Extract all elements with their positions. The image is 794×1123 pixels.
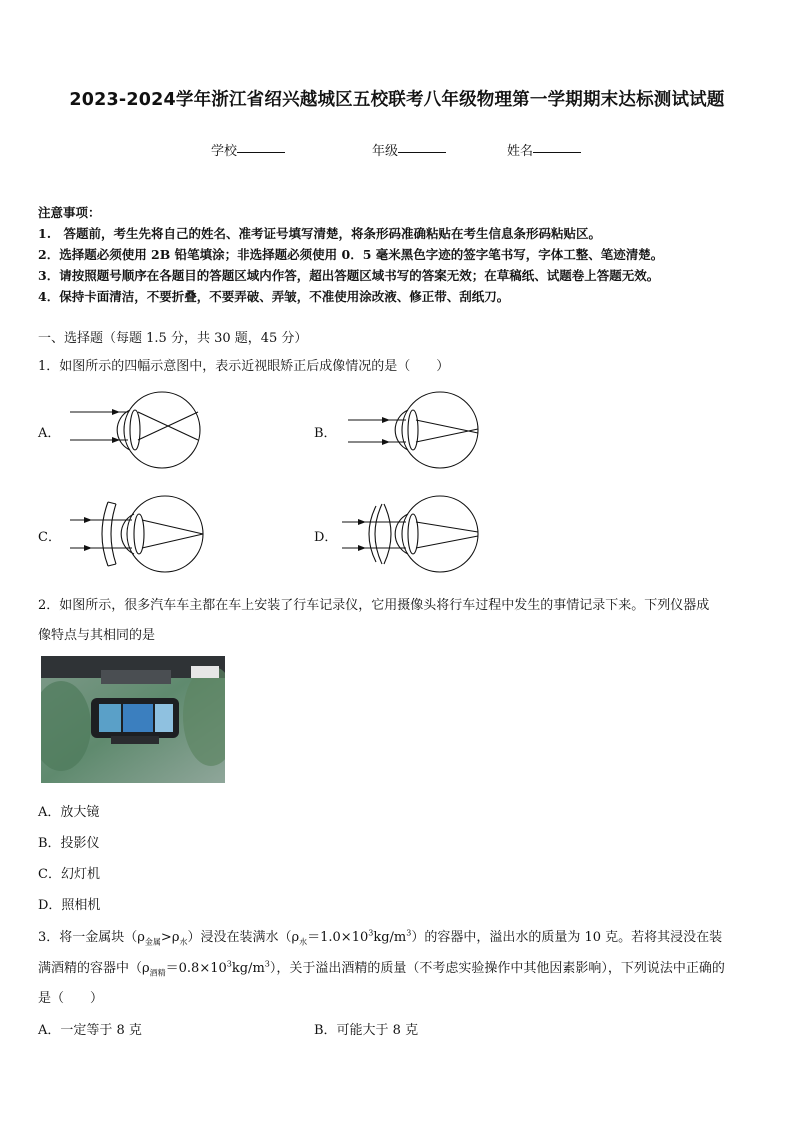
q2-option-d[interactable]: D．照相机	[38, 898, 101, 913]
q2-option-c[interactable]: C．幻灯机	[38, 867, 100, 882]
q1-label-b: B．	[314, 426, 337, 441]
grade-label: 年级	[372, 144, 399, 159]
name-field[interactable]	[507, 140, 533, 159]
q2-option-a[interactable]: A．放大镜	[38, 805, 100, 820]
q1-label-a: A．	[38, 426, 61, 441]
q1-label-d: D．	[314, 530, 338, 545]
eye-diagram-c	[62, 492, 212, 577]
q2-option-b[interactable]: B．投影仪	[38, 836, 100, 851]
name-label: 姓名	[507, 144, 534, 159]
name-blank[interactable]	[533, 140, 581, 153]
note-item: 2．选择题必须使用 2B 铅笔填涂；非选择题必须使用 0．5 毫米黑色字迹的签字笔书写，字体工整、笔迹清楚。	[38, 247, 664, 262]
dashcam-photo	[41, 656, 225, 783]
q3-option-b[interactable]: B．可能大于 8 克	[314, 1023, 419, 1038]
q3-stem-line1: 3．将一金属块$(\rho_{金属}>\rho_水)$浸没在装满水$(\rho_水=1.0\times 10^3kg/m^3)$的容器中，溢出水的质量为 10 克。若将其浸没在装	[38, 928, 723, 947]
school-field[interactable]	[211, 140, 237, 159]
school-label: 学校	[211, 144, 238, 159]
q1-stem: 1．如图所示的四幅示意图中，表示近视眼矫正后成像情况的是（ ）	[38, 359, 450, 374]
q3-option-a[interactable]: A．一定等于 8 克	[38, 1023, 142, 1038]
notes-heading: 注意事项：	[38, 205, 101, 220]
note-item: 1. 答题前，考生先将自己的姓名、准考证号填写清楚，将条形码准确粘贴在考生信息条形码粘贴区。	[38, 226, 602, 241]
grade-field[interactable]	[372, 140, 398, 159]
exam-title: 2023-2024学年浙江省绍兴越城区五校联考八年级物理第一学期期末达标测试试题	[69, 90, 725, 110]
school-blank[interactable]	[237, 140, 285, 153]
note-item: 4．保持卡面清洁，不要折叠，不要弄破、弄皱，不准使用涂改液、修正带、刮纸刀。	[38, 289, 510, 304]
q2-stem-line1: 2．如图所示，很多汽车车主都在车上安装了行车记录仪，它用摄像头将行车过程中发生的事情记录下来。下列仪器成	[38, 598, 710, 613]
grade-blank[interactable]	[398, 140, 446, 153]
q3-stem-line2: 满酒精的容器中$(\rho_{酒精}=0.8\times 10^3kg/m^3)$，关于溢出酒精的质量（不考虑实验操作中其他因素影响），下列说法中正确的	[38, 959, 725, 978]
section-heading: 一、选择题（每题 1.5 分，共 30 题，45 分）	[38, 331, 308, 346]
eye-diagram-d	[340, 492, 490, 577]
eye-diagram-a	[62, 388, 212, 473]
q1-label-c: C．	[38, 530, 61, 545]
q3-stem-line3: 是（ ）	[38, 991, 104, 1006]
note-item: 3．请按照题号顺序在各题目的答题区域内作答，超出答题区域书写的答案无效；在草稿纸、试题卷上答题无效。	[38, 268, 660, 283]
eye-diagram-b	[340, 388, 490, 473]
q2-stem-line2: 像特点与其相同的是	[38, 628, 156, 643]
